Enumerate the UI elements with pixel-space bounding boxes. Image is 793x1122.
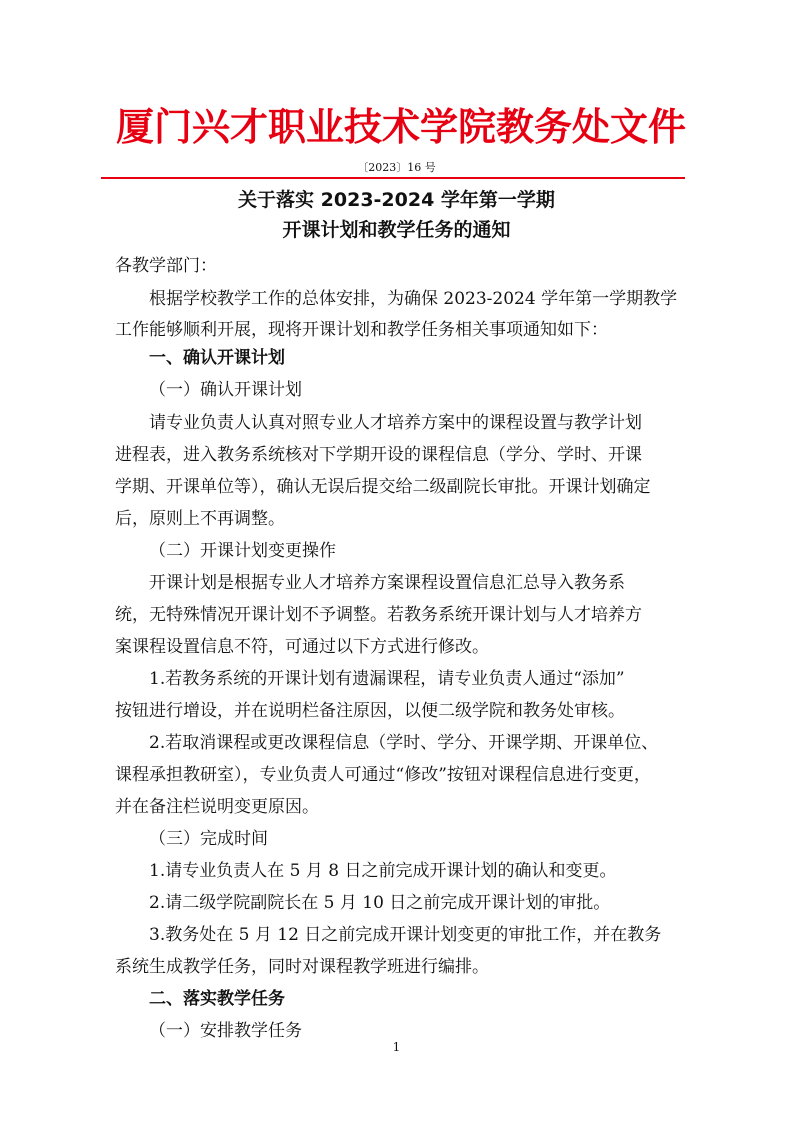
body-line: 开课计划是根据专业人才培养方案课程设置信息汇总导入教务系 <box>149 573 625 593</box>
body-line: 1.请专业负责人在 5 月 8 日之前完成开课计划的确认和变更。 <box>149 861 617 881</box>
section-heading-2: 二、落实教学任务 <box>149 989 285 1009</box>
subsection-heading: （三）完成时间 <box>149 829 268 849</box>
body-line: 2.请二级学院副院长在 5 月 10 日之前完成开课计划的审批。 <box>149 893 611 913</box>
subsection-heading: （二）开课计划变更操作 <box>149 541 336 561</box>
body-line: 根据学校教学工作的总体安排，为确保 2023-2024 学年第一学期教学 <box>149 289 678 309</box>
body-line: 并在备注栏说明变更原因。 <box>115 797 319 817</box>
body-line: 进程表，进入教务系统核对下学期开设的课程信息（学分、学时、开课 <box>115 445 642 465</box>
notice-title-line-1: 关于落实 2023-2024 学年第一学期 <box>238 189 555 211</box>
body-line: 请专业负责人认真对照专业人才培养方案中的课程设置与教学计划 <box>149 413 642 433</box>
salutation: 各教学部门： <box>115 256 217 276</box>
body-line: 统，无特殊情况开课计划不予调整。若教务系统开课计划与人才培养方 <box>115 605 642 625</box>
body-line: 3.教务处在 5 月 12 日之前完成开课计划变更的审批工作，并在教务 <box>149 925 662 945</box>
red-separator-line <box>101 177 685 179</box>
body-line: 按钮进行增设，并在说明栏备注原因，以便二级学院和教务处审核。 <box>115 701 625 721</box>
body-line: 2.若取消课程或更改课程信息（学时、学分、开课学期、开课单位、 <box>149 733 659 753</box>
page-number: 1 <box>392 1040 401 1054</box>
body-line: 课程承担教研室），专业负责人可通过“修改”按钮对课程信息进行变更， <box>115 765 651 785</box>
subsection-heading: （一）安排教学任务 <box>149 1021 302 1041</box>
body-line: 后，原则上不再调整。 <box>115 509 285 529</box>
body-line: 1.若教务系统的开课计划有遗漏课程，请专业负责人通过“添加” <box>149 669 625 689</box>
body-line: 系统生成教学任务，同时对课程教学班进行编排。 <box>115 957 489 977</box>
notice-title-line-2: 开课计划和教学任务的通知 <box>282 219 511 241</box>
document-number: 〔2023〕16 号 <box>357 161 436 174</box>
body-line: 案课程设置信息不符，可通过以下方式进行修改。 <box>115 637 489 657</box>
body-line: 学期、开课单位等），确认无误后提交给二级副院长审批。开课计划确定 <box>115 477 651 497</box>
org-masthead-title: 厦门兴才职业技术学院教务处文件 <box>116 105 687 149</box>
section-heading-1: 一、确认开课计划 <box>149 348 285 368</box>
subsection-heading: （一）确认开课计划 <box>149 380 302 400</box>
body-line: 工作能够顺利开展，现将开课计划和教学任务相关事项通知如下： <box>115 320 608 340</box>
